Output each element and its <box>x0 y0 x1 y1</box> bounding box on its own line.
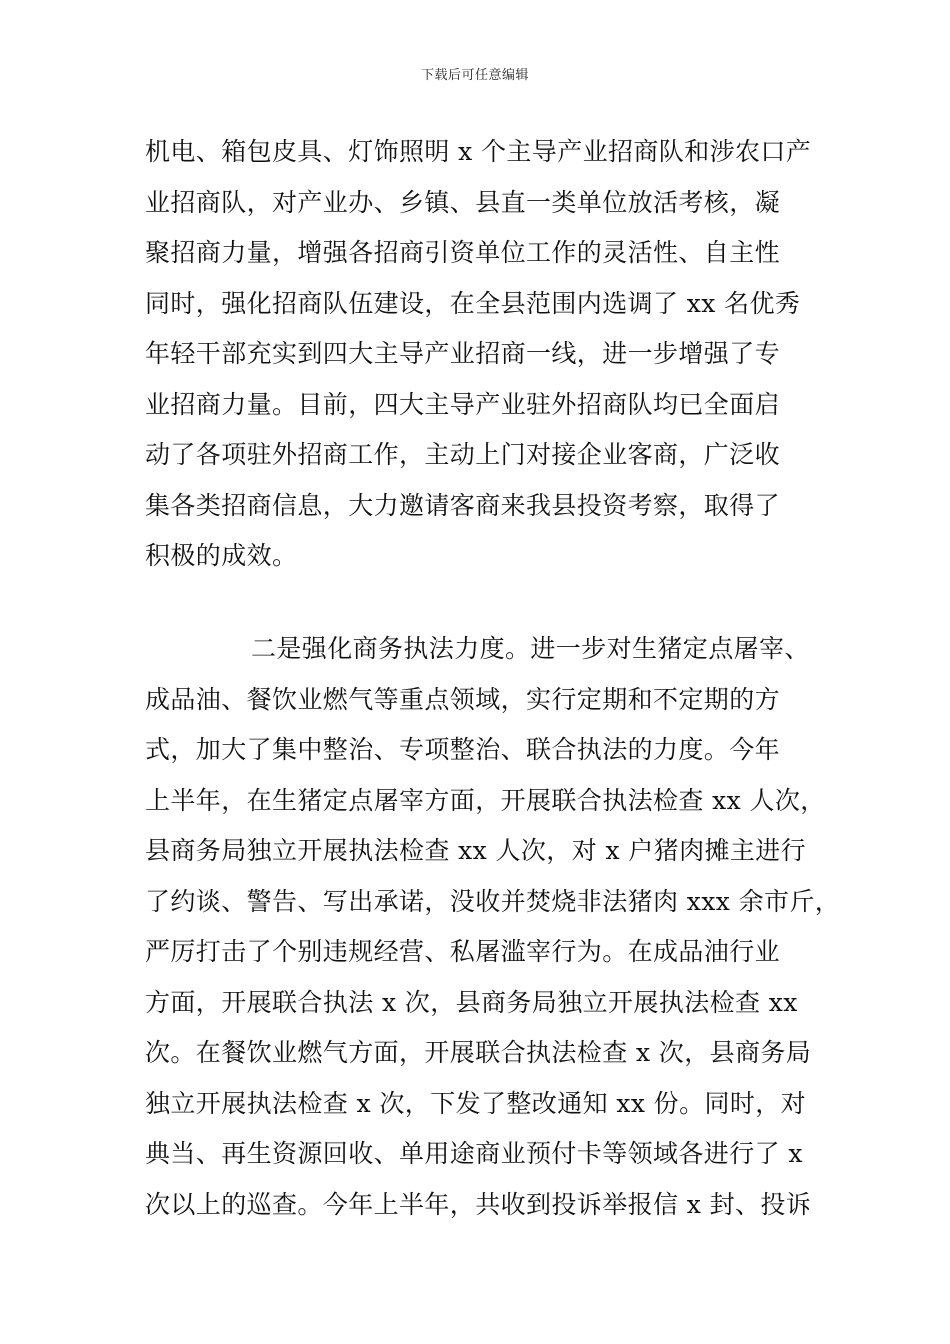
text-line: 严厉打击了个别违规经营、私屠滥宰行为。在成品油行业 <box>145 937 781 966</box>
text-line: 次以上的巡查。今年上半年，共收到投诉举报信 x 封、投诉 <box>145 1189 812 1219</box>
text-line: 集各类招商信息，大力邀请客商来我县投资考察，取得了 <box>145 490 781 520</box>
page-header: 下载后可任意编辑 <box>420 68 529 83</box>
text-line: 积极的成效。 <box>145 541 298 570</box>
text-line-first: 二是强化商务执法力度。进一步对生猪定点屠宰、 <box>251 634 810 663</box>
text-line: 了约谈、警告、写出承诺，没收并焚烧非法猪肉 xxx 余市斤， <box>145 886 841 916</box>
text-line: 典当、再生资源回收、单用途商业预付卡等领域各进行了 x <box>145 1139 803 1168</box>
text-line: 上半年，在生猪定点屠宰方面，开展联合执法检查 xx 人次， <box>145 785 826 815</box>
text-line: 聚招商力量，增强各招商引资单位工作的灵活性、自主性 <box>145 238 781 267</box>
paragraph-1 <box>145 127 810 582</box>
text-line: 独立开展执法检查 x 次，下发了整改通知 xx 份。同时，对 <box>145 1088 807 1118</box>
text-line: 业招商队，对产业办、乡镇、县直一类单位放活考核，凝 <box>145 187 781 217</box>
text-line: 式，加大了集中整治、专项整治、联合执法的力度。今年 <box>145 735 781 764</box>
text-line: 次。在餐饮业燃气方面，开展联合执法检查 x 次，县商务局 <box>145 1038 812 1067</box>
text-line: 动了各项驻外招商工作，主动上门对接企业客商，广泛收 <box>145 440 781 469</box>
text-line: 成品油、餐饮业燃气等重点领域，实行定期和不定期的方 <box>145 684 781 714</box>
text-line: 机电、箱包皮具、灯饰照明 x 个主导产业招商队和涉农口产 <box>145 137 812 166</box>
text-line: 同时，强化招商队伍建设，在全县范围内选调了 xx 名优秀 <box>145 288 801 318</box>
paragraph-2 <box>145 624 841 1230</box>
text-line: 县商务局独立开展执法检查 xx 人次，对 x 户猪肉摊主进行 <box>145 836 807 865</box>
text-line: 业招商力量。目前，四大主导产业驻外招商队均已全面启 <box>145 389 781 419</box>
text-line: 年轻干部充实到四大主导产业招商一线，进一步增强了专 <box>145 339 781 368</box>
text-line: 方面，开展联合执法 x 次，县商务局独立开展执法检查 xx <box>145 987 798 1017</box>
